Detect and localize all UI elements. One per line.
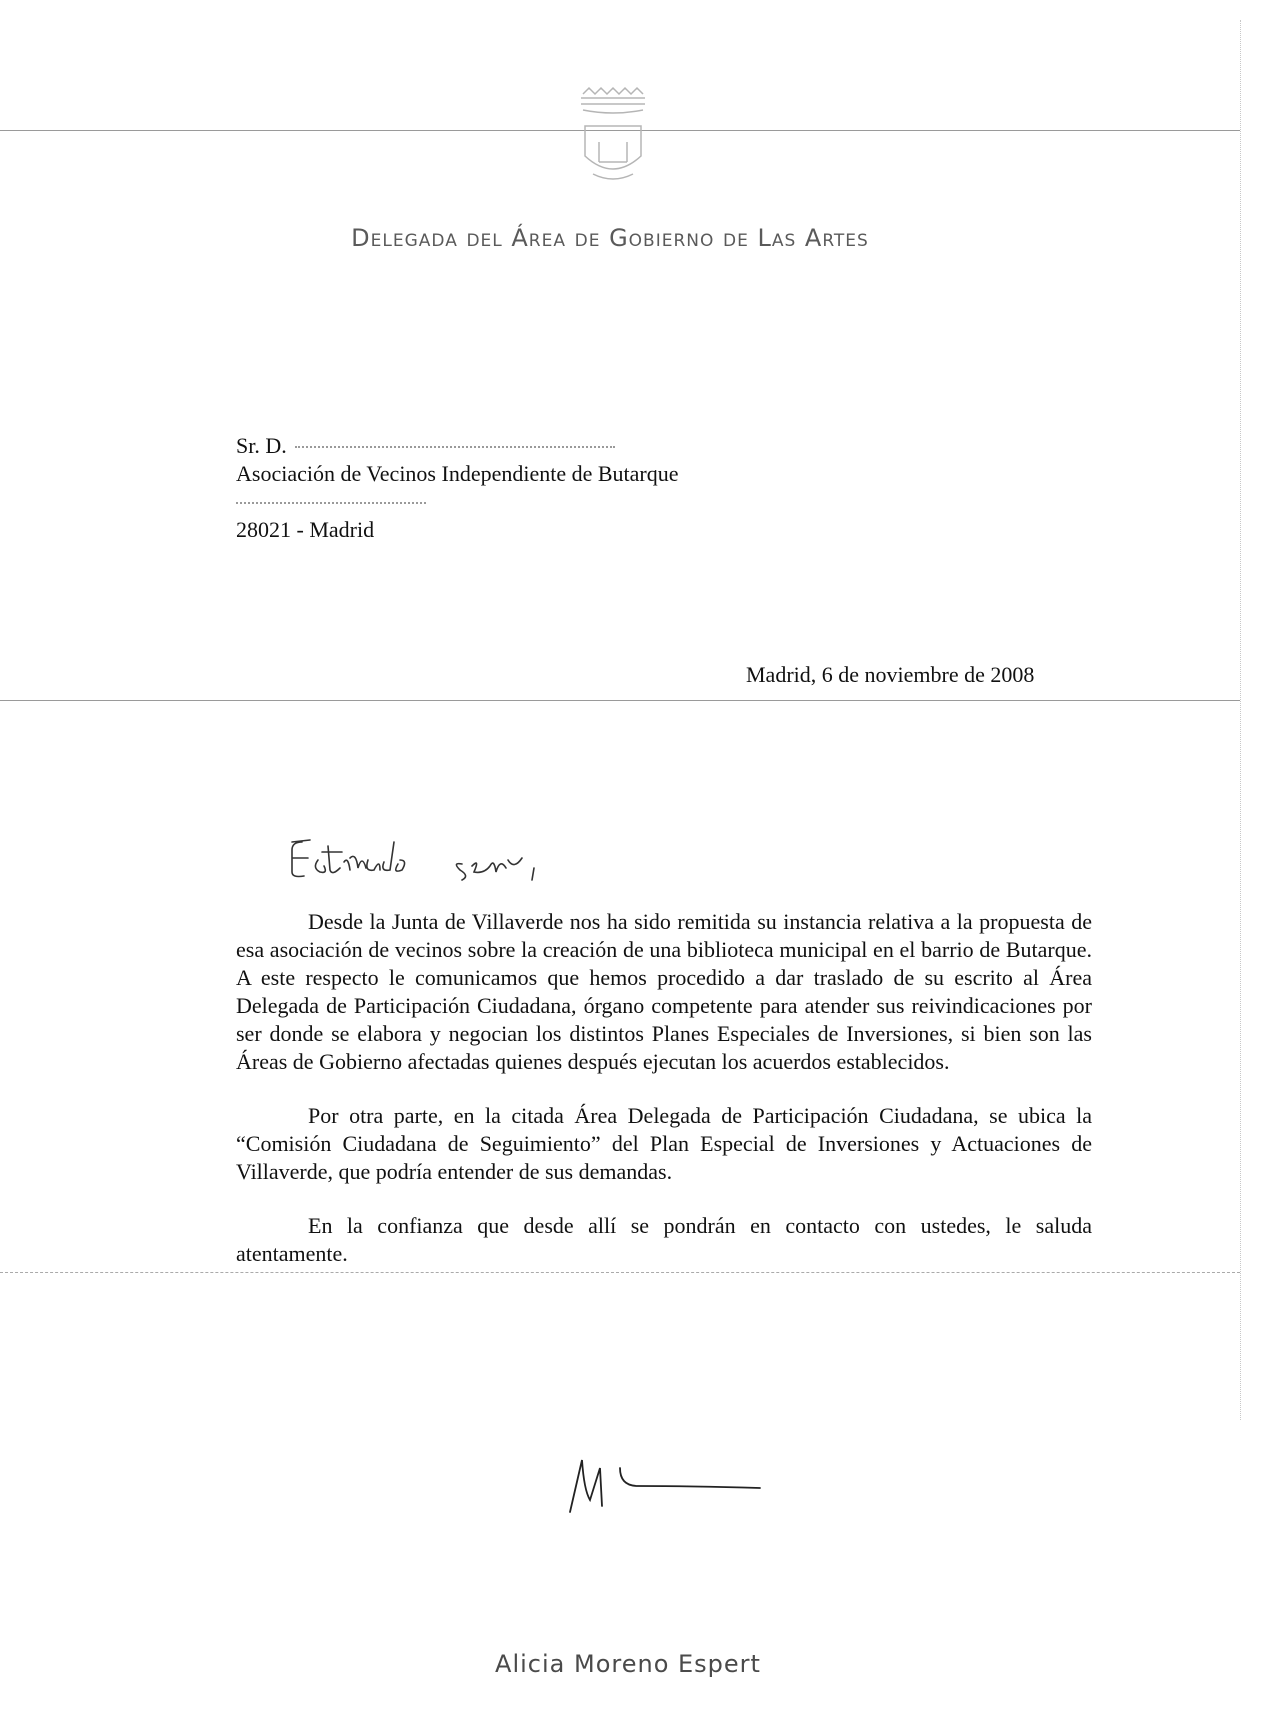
redacted-street: [236, 502, 426, 506]
body-paragraph: En la confianza que desde allí se pondrán en contacto con ustedes, le saluda atentamente.: [236, 1213, 1092, 1266]
address-line-street: [236, 488, 679, 516]
scan-edge-right: [1240, 20, 1241, 1420]
letter-body: [236, 908, 1092, 1294]
header-title: Delegada del Área de Gobierno de Las Artes: [351, 224, 869, 252]
madrid-crest-icon: [575, 86, 651, 190]
scan-line-mid: [0, 700, 1240, 701]
redacted-name: [295, 446, 615, 450]
recipient-address: [236, 432, 679, 544]
letter-date: Madrid, 6 de noviembre de 2008: [746, 662, 1035, 687]
signatory-name: Alicia Moreno Espert: [495, 1650, 761, 1678]
handwritten-greeting: [284, 828, 604, 892]
address-organization: Asociación de Vecinos Independiente de Butarque: [236, 461, 679, 486]
body-paragraph: Por otra parte, en la citada Área Delegada de Participación Ciudadana, se ubica la “Comisión Ciudadana de Seguimiento” del Plan Especial de Inversiones y Actuaciones de Villaverde, que podría entender de sus demandas.: [236, 1103, 1092, 1184]
handwritten-signature-icon: [560, 1440, 800, 1520]
address-postal: 28021 - Madrid: [236, 517, 375, 542]
address-line-name: [236, 432, 679, 460]
body-paragraph: Desde la Junta de Villaverde nos ha sido remitida su instancia relativa a la propuesta de esa asociación de vecinos sobre la creación de una biblioteca municipal en el barrio de Butarque. A este respecto le comunicamos que hemos procedido a dar traslado de su escrito al Área Delegada de Participación Ciudadana, órgano competente para atender sus reivindicaciones por ser donde se elabora y negocian los distintos Planes Especiales de Inversiones, si bien son las Áreas de Gobierno afectadas quienes después ejecutan los acuerdos establecidos.: [236, 909, 1092, 1074]
address-salutation: Sr. D.: [236, 433, 287, 458]
